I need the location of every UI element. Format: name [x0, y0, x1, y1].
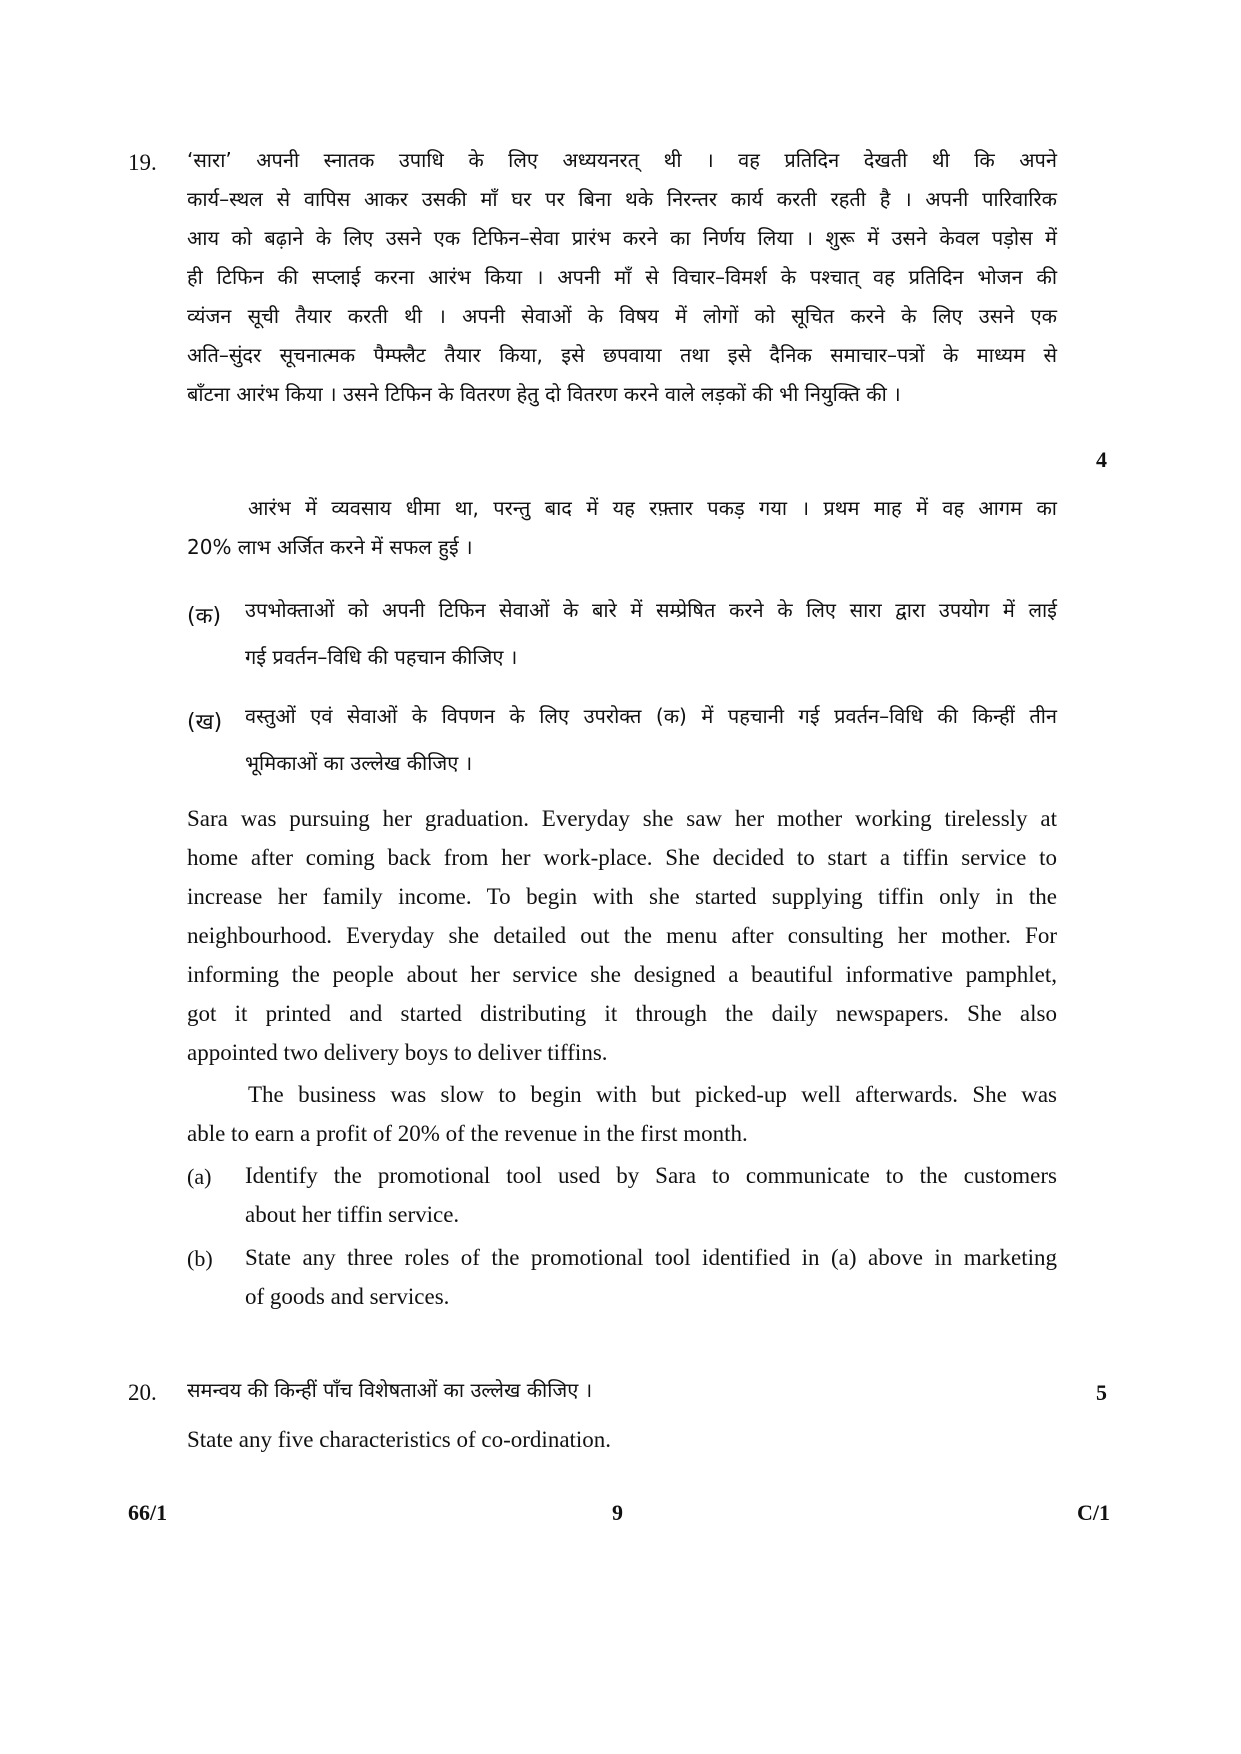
sub-question-line: उपभोक्ताओं को अपनी टिफिन सेवाओं के बारे में सम्प्रेषित करने के लिए सारा द्वारा उपयोग में लाई — [245, 598, 1057, 622]
sub-question-label: (b) — [187, 1246, 213, 1271]
hindi-line: अति–सुंदर सूचनात्मक पैम्फ्लैट तैयार किया, इसे छपवाया तथा इसे दैनिक समाचार–पत्रों के माध्यम से — [187, 343, 1057, 367]
marks: 4 — [1096, 447, 1107, 472]
english-line: informing the people about her service she designed a beautiful informative pamphlet, — [187, 962, 1057, 987]
hindi-line: बाँटना आरंभ किया । उसने टिफिन के वितरण हेतु दो वितरण करने वाले लड़कों की भी नियुक्ति की । — [187, 382, 901, 406]
hindi-line: 20% लाभ अर्जित करने में सफल हुई । — [187, 535, 473, 559]
sub-question-line: State any three roles of the promotional tool identified in (a) above in marketing — [245, 1245, 1057, 1270]
hindi-line: व्यंजन सूची तैयार करती थी । अपनी सेवाओं के विषय में लोगों को सूचित करने के लिए उसने एक — [187, 304, 1057, 328]
question-number: 19. — [128, 150, 157, 175]
hindi-line: ही टिफिन की सप्लाई करना आरंभ किया । अपनी माँ से विचार–विमर्श के पश्चात् वह प्रतिदिन भोजन की — [187, 265, 1057, 289]
sub-question-line: भूमिकाओं का उल्लेख कीजिए । — [245, 751, 473, 775]
hindi-line: समन्वय की किन्हीं पाँच विशेषताओं का उल्लेख कीजिए । — [187, 1378, 593, 1402]
sub-question-line: गई प्रवर्तन–विधि की पहचान कीजिए । — [245, 645, 518, 669]
english-line: appointed two delivery boys to deliver tiffins. — [187, 1040, 608, 1065]
english-line: got it printed and started distributing it through the daily newspapers. She also — [187, 1001, 1057, 1026]
hindi-line: कार्य–स्थल से वापिस आकर उसकी माँ घर पर बिना थके निरन्तर कार्य करती रहती है । अपनी पारिवारिक — [187, 187, 1057, 211]
english-line: neighbourhood. Everyday she detailed out the menu after consulting her mother. For — [187, 923, 1057, 948]
marks: 5 — [1096, 1380, 1107, 1405]
english-line: The business was slow to begin with but picked-up well afterwards. She was — [248, 1082, 1057, 1107]
paper-code: 66/1 — [128, 1500, 168, 1525]
set-code: C/1 — [1077, 1500, 1110, 1525]
sub-question-line: Identify the promotional tool used by Sara to communicate to the customers — [245, 1163, 1057, 1188]
sub-question-line: about her tiffin service. — [245, 1202, 460, 1227]
english-line: State any five characteristics of co-ordination. — [187, 1427, 612, 1452]
hindi-line: ‘सारा’ अपनी स्नातक उपाधि के लिए अध्ययनरत् थी । वह प्रतिदिन देखती थी कि अपने — [187, 148, 1057, 172]
english-line: able to earn a profit of 20% of the revenue in the first month. — [187, 1121, 748, 1146]
sub-question-label: (ख) — [187, 710, 223, 735]
sub-question-label: (क) — [187, 604, 222, 629]
question-number: 20. — [128, 1380, 157, 1405]
hindi-line: आरंभ में व्यवसाय धीमा था, परन्तु बाद में यह रफ़्तार पकड़ गया । प्रथम माह में वह आगम का — [248, 496, 1057, 520]
hindi-line: आय को बढ़ाने के लिए उसने एक टिफिन–सेवा प्रारंभ करने का निर्णय लिया । शुरू में उसने केवल पड़ोस में — [187, 226, 1057, 250]
english-line: Sara was pursuing her graduation. Everyday she saw her mother working tirelessly at — [187, 806, 1057, 831]
page-number: 9 — [612, 1500, 623, 1525]
sub-question-line: of goods and services. — [245, 1284, 450, 1309]
sub-question-line: वस्तुओं एवं सेवाओं के विपणन के लिए उपरोक्त (क) में पहचानी गई प्रवर्तन–विधि की किन्हीं तीन — [245, 704, 1057, 728]
english-line: home after coming back from her work-place. She decided to start a tiffin service to — [187, 845, 1057, 870]
english-line: increase her family income. To begin with she started supplying tiffin only in the — [187, 884, 1057, 909]
sub-question-label: (a) — [187, 1164, 212, 1189]
